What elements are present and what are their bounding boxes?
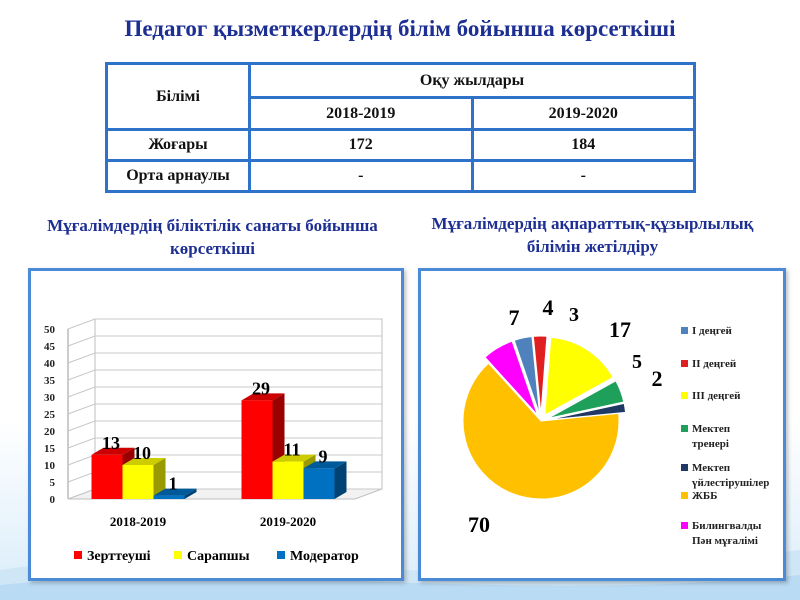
education-table [105,62,696,193]
y-tick-label: 45 [44,341,55,353]
bar-data-label: 29 [252,378,270,399]
y-tick-label: 50 [44,324,55,336]
legend-label: Зерттеуші [87,549,151,564]
table-header-year: 2018-2019 [250,98,473,130]
legend-label: ІІ деңгей [692,358,737,370]
y-tick-label: 20 [44,426,55,438]
legend-label: Мектеп [692,462,731,474]
x-tick-label: 2019-2020 [259,514,317,529]
table-cell: 172 [250,130,473,161]
bar-front [123,465,154,499]
legend-swatch [681,425,688,432]
table-cell: - [250,161,473,192]
page-title: Педагог қызметкерлердің білім бойынша көрсеткіші [124,16,676,41]
table-row-label: Орта арнаулы [107,161,250,192]
legend-swatch [277,551,285,559]
legend-swatch [681,464,688,471]
bar-chart [31,271,401,578]
legend-swatch [681,360,688,367]
bar-data-label: 9 [318,446,328,467]
legend-swatch [74,551,82,559]
x-tick-label: 2018-2019 [109,514,167,529]
legend-swatch [681,522,688,529]
legend-label: ІІІ деңгей [692,390,741,402]
bar-front [92,455,123,499]
pie-chart [421,271,783,578]
bar-front [273,462,304,499]
legend-label: ЖББ [692,490,718,502]
bar-front [304,468,335,499]
y-tick-label: 0 [49,494,55,506]
legend-label: Мектеп [692,423,731,435]
pie-data-label: 5 [632,351,642,373]
legend-label: Модератор [290,549,359,564]
table-cell: - [472,161,695,192]
bar-chart-title: Мұғалімдердің біліктілік санаты бойынша көрсеткіші [47,216,378,258]
y-tick-label: 15 [44,443,55,455]
legend-label: үйлестірушілер [692,477,770,489]
pie-chart-title: Мұғалімдердің ақпараттық-құзырлылық білімін жетілдіру [431,214,754,256]
legend-label: Сарапшы [187,549,250,564]
bar [304,461,347,499]
legend-label: І деңгей [692,325,732,337]
legend-label: Билингвалды [692,520,762,532]
bar-front [154,496,185,499]
pie-chart-panel [418,268,786,581]
pie-data-label: 7 [508,305,520,330]
bar-data-label: 10 [133,443,151,463]
bar-data-label: 11 [283,439,301,460]
legend-swatch [681,492,688,499]
pie-data-label: 4 [542,295,554,320]
legend-swatch [681,327,688,334]
legend-label: Пән мұғалімі [692,535,758,547]
legend-label: тренері [692,438,729,450]
legend-swatch [174,551,182,559]
legend-swatch [681,392,688,399]
y-tick-label: 35 [44,375,55,387]
pie-data-label: 70 [468,512,490,537]
bar-data-label: 13 [102,432,120,453]
y-tick-label: 30 [44,392,55,404]
table-row-label: Жоғары [107,130,250,161]
y-tick-label: 25 [44,409,55,421]
table-header-year: 2019-2020 [472,98,695,130]
pie-data-label: 2 [651,366,663,391]
table-cell: 184 [472,130,695,161]
pie-data-label: 3 [569,304,579,326]
table-header-education: Білімі [107,64,250,130]
y-tick-label: 40 [44,358,55,370]
bar-chart-panel [28,268,404,581]
pie-data-label: 17 [609,317,631,342]
y-tick-label: 5 [49,477,55,489]
bar-data-label: 1 [168,473,178,494]
table-header-years: Оқу жылдары [250,64,695,98]
bar-front [242,400,273,499]
y-tick-label: 10 [44,460,55,472]
